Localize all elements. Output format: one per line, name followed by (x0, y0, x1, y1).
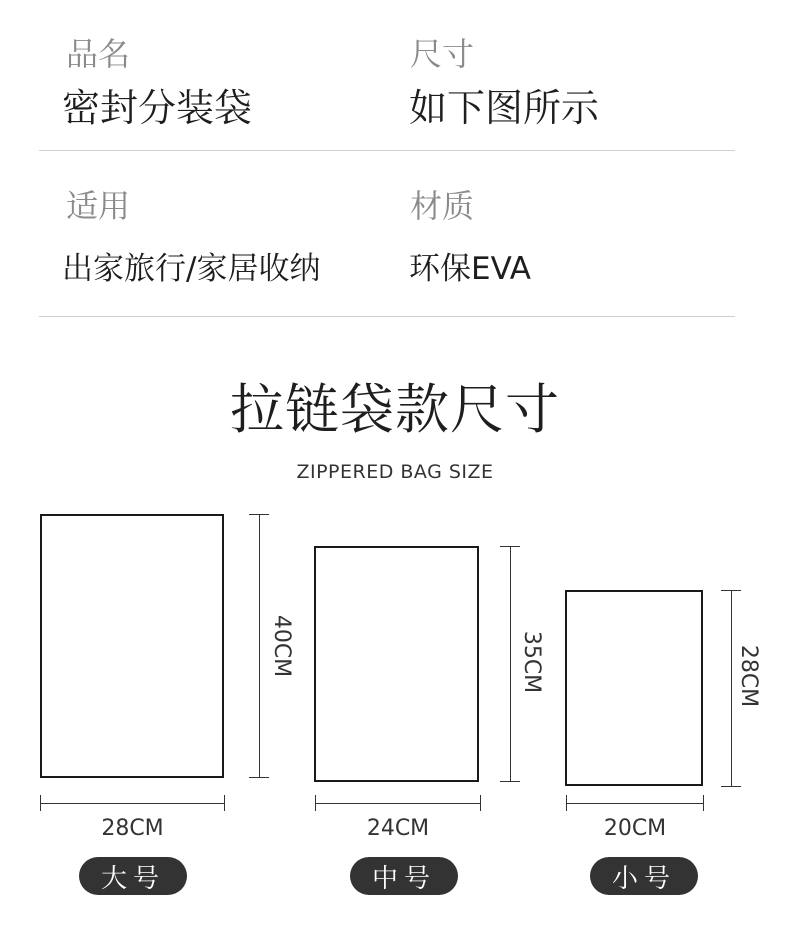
usage-value: 出家旅行/家居收纳 (62, 251, 321, 287)
bag-large-outline (40, 514, 224, 778)
section-subtitle: ZIPPERED BAG SIZE (296, 461, 494, 483)
bag-large-width-label: 28CM (101, 816, 164, 841)
bag-large-size-badge: 大号 (79, 857, 187, 895)
bag-large-height-tick-top (249, 514, 269, 515)
bag-medium-width-tick-right (480, 795, 481, 811)
material-value: 环保EVA (409, 251, 532, 287)
bag-medium-size-badge: 中号 (350, 857, 458, 895)
divider-bottom (39, 316, 735, 317)
divider-top (39, 150, 735, 151)
bag-small-width-label: 20CM (603, 816, 667, 841)
bag-small-size-badge: 小号 (590, 857, 698, 895)
bag-large-height-tick-bottom (249, 777, 269, 778)
bag-small-height-label: 28CM (736, 644, 761, 708)
size-label: 尺寸 (410, 35, 475, 73)
bag-medium-width-line (315, 803, 481, 804)
bag-medium-height-tick-bottom (500, 781, 520, 782)
bag-large-height-label: 40CM (269, 614, 294, 678)
bag-small-width-tick-right (703, 795, 704, 811)
section-title: 拉链袋款尺寸 (230, 378, 560, 441)
size-value: 如下图所示 (409, 86, 600, 130)
bag-small-height-tick-top (721, 590, 741, 591)
bag-large-width-tick-right (224, 795, 225, 811)
bag-large-width-tick-left (40, 795, 41, 811)
material-label: 材质 (410, 187, 475, 225)
bag-medium-height-label: 35CM (519, 630, 544, 694)
bag-small-width-line (566, 803, 704, 804)
bag-medium-height-tick-top (500, 546, 520, 547)
bag-small-height-tick-bottom (721, 786, 741, 787)
bag-small-height-line (731, 590, 732, 786)
bag-large-width-line (40, 803, 225, 804)
bag-medium-width-tick-left (315, 795, 316, 811)
usage-label: 适用 (66, 187, 131, 225)
bag-large-height-line (259, 514, 260, 777)
product-name-value: 密封分装袋 (62, 86, 253, 130)
bag-medium-outline (314, 546, 479, 782)
product-name-label: 品名 (66, 35, 131, 73)
bag-medium-height-line (510, 546, 511, 781)
bag-medium-width-label: 24CM (366, 816, 430, 841)
bag-small-width-tick-left (566, 795, 567, 811)
bag-small-outline (565, 590, 703, 786)
